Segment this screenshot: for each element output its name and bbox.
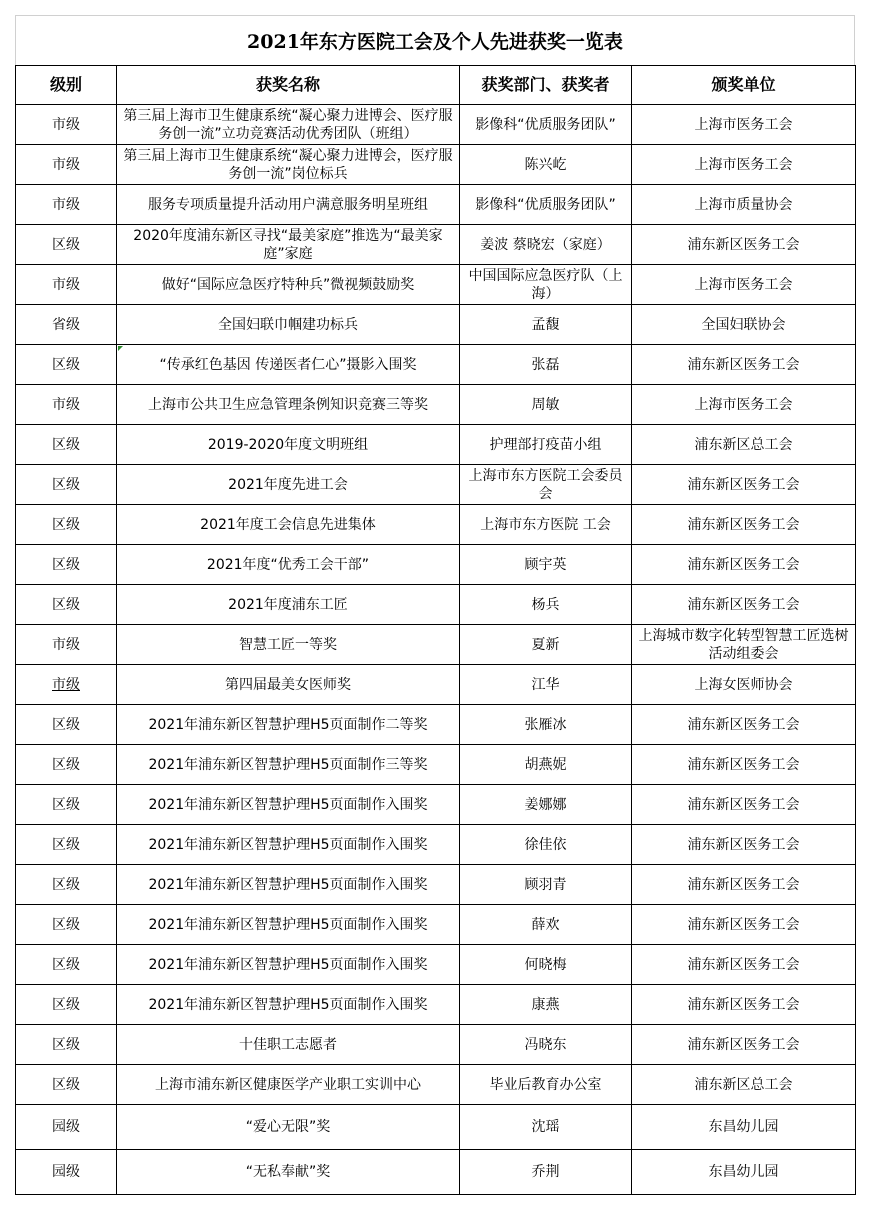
cell-winner: 乔荆 bbox=[460, 1150, 632, 1195]
cell-issuer: 上海市质量协会 bbox=[632, 185, 856, 225]
cell-award-name: 2021年浦东新区智慧护理H5页面制作入围奖 bbox=[117, 785, 460, 825]
table-row bbox=[16, 585, 856, 625]
table-row bbox=[16, 185, 856, 225]
cell-level bbox=[16, 825, 117, 865]
cell-winner: 姜娜娜 bbox=[460, 785, 632, 825]
cell-issuer: 浦东新区医务工会 bbox=[632, 985, 856, 1025]
level-text: 市级 bbox=[52, 196, 80, 213]
cell-winner: 周敏 bbox=[460, 385, 632, 425]
cell-issuer: 浦东新区医务工会 bbox=[632, 745, 856, 785]
cell-level bbox=[16, 265, 117, 305]
header-award-name: 获奖名称 bbox=[117, 66, 460, 105]
table-row bbox=[16, 345, 856, 385]
cell-winner: 护理部打疫苗小组 bbox=[460, 425, 632, 465]
cell-issuer: 浦东新区医务工会 bbox=[632, 825, 856, 865]
table-row bbox=[16, 385, 856, 425]
cell-award-name: 2021年度浦东工匠 bbox=[117, 585, 460, 625]
cell-winner: 何晓梅 bbox=[460, 945, 632, 985]
table-row bbox=[16, 745, 856, 785]
cell-award-name: “爱心无限”奖 bbox=[117, 1105, 460, 1150]
level-text: 区级 bbox=[52, 476, 80, 493]
cell-award-name: 2021年度工会信息先进集体 bbox=[117, 505, 460, 545]
cell-issuer: 浦东新区医务工会 bbox=[632, 225, 856, 265]
cell-level bbox=[16, 1105, 117, 1150]
level-text: 区级 bbox=[52, 1036, 80, 1053]
cell-issuer: 浦东新区医务工会 bbox=[632, 1025, 856, 1065]
cell-award-name: “传承红色基因 传递医者仁心”摄影入围奖 bbox=[117, 345, 460, 385]
table-row bbox=[16, 545, 856, 585]
level-text: 区级 bbox=[52, 876, 80, 893]
cell-winner: 顾羽青 bbox=[460, 865, 632, 905]
cell-award-name: 服务专项质量提升活动用户满意服务明星班组 bbox=[117, 185, 460, 225]
cell-winner: 杨兵 bbox=[460, 585, 632, 625]
level-text: 区级 bbox=[52, 756, 80, 773]
cell-award-name: 2021年度“优秀工会干部” bbox=[117, 545, 460, 585]
cell-award-name: 全国妇联巾帼建功标兵 bbox=[117, 305, 460, 345]
table-row bbox=[16, 1105, 856, 1150]
cell-award-name: 十佳职工志愿者 bbox=[117, 1025, 460, 1065]
cell-level bbox=[16, 865, 117, 905]
level-text: 区级 bbox=[52, 236, 80, 253]
table-row bbox=[16, 505, 856, 545]
level-text: 市级 bbox=[52, 396, 80, 413]
cell-level bbox=[16, 465, 117, 505]
table-row bbox=[16, 145, 856, 185]
level-text: 市级 bbox=[52, 636, 80, 653]
level-text: 园级 bbox=[52, 1119, 80, 1135]
cell-winner: 冯晓东 bbox=[460, 1025, 632, 1065]
cell-issuer: 浦东新区医务工会 bbox=[632, 865, 856, 905]
cell-level bbox=[16, 1025, 117, 1065]
cell-winner: 夏新 bbox=[460, 625, 632, 665]
cell-issuer: 浦东新区医务工会 bbox=[632, 585, 856, 625]
table-body bbox=[16, 105, 856, 1195]
level-text: 区级 bbox=[52, 356, 80, 373]
cell-award-name: 2021年浦东新区智慧护理H5页面制作入围奖 bbox=[117, 985, 460, 1025]
cell-issuer: 浦东新区医务工会 bbox=[632, 905, 856, 945]
cell-award-name: 2021年度先进工会 bbox=[117, 465, 460, 505]
cell-award-name: 2021年浦东新区智慧护理H5页面制作三等奖 bbox=[117, 745, 460, 785]
cell-issuer: 浦东新区医务工会 bbox=[632, 465, 856, 505]
table-row bbox=[16, 705, 856, 745]
cell-issuer: 浦东新区医务工会 bbox=[632, 705, 856, 745]
level-text: 市级 bbox=[52, 276, 80, 293]
table-row bbox=[16, 985, 856, 1025]
table-row bbox=[16, 945, 856, 985]
cell-level bbox=[16, 785, 117, 825]
table-row bbox=[16, 785, 856, 825]
cell-winner: 中国国际应急医疗队（上海） bbox=[460, 265, 632, 305]
cell-issuer: 浦东新区总工会 bbox=[632, 1065, 856, 1105]
page-title: 2021年东方医院工会及个人先进获奖一览表 bbox=[247, 31, 623, 53]
cell-winner: 胡燕妮 bbox=[460, 745, 632, 785]
cell-award-name: 2021年浦东新区智慧护理H5页面制作入围奖 bbox=[117, 905, 460, 945]
header-level: 级别 bbox=[16, 66, 117, 105]
cell-winner: 上海市东方医院 工会 bbox=[460, 505, 632, 545]
cell-award-name: 第三届上海市卫生健康系统“凝心聚力进博会，医疗服务创一流”岗位标兵 bbox=[117, 145, 460, 185]
cell-award-name: 2021年浦东新区智慧护理H5页面制作入围奖 bbox=[117, 945, 460, 985]
cell-issuer: 上海市医务工会 bbox=[632, 105, 856, 145]
cell-winner: 张磊 bbox=[460, 345, 632, 385]
cell-level bbox=[16, 585, 117, 625]
cell-level bbox=[16, 1065, 117, 1105]
table-row bbox=[16, 225, 856, 265]
cell-issuer: 浦东新区总工会 bbox=[632, 425, 856, 465]
cell-level bbox=[16, 185, 117, 225]
level-text: 区级 bbox=[52, 436, 80, 453]
cell-level bbox=[16, 385, 117, 425]
cell-level bbox=[16, 665, 117, 705]
level-text: 区级 bbox=[52, 556, 80, 573]
table-row bbox=[16, 665, 856, 705]
level-text: 区级 bbox=[52, 1076, 80, 1093]
cell-level bbox=[16, 745, 117, 785]
cell-winner: 薛欢 bbox=[460, 905, 632, 945]
table-row bbox=[16, 1025, 856, 1065]
cell-level bbox=[16, 705, 117, 745]
cell-winner: 江华 bbox=[460, 665, 632, 705]
cell-level bbox=[16, 345, 117, 385]
cell-level bbox=[16, 625, 117, 665]
level-text: 市级 bbox=[52, 156, 80, 173]
cell-award-name: 智慧工匠一等奖 bbox=[117, 625, 460, 665]
cell-award-name: 2021年浦东新区智慧护理H5页面制作入围奖 bbox=[117, 825, 460, 865]
header-winner: 获奖部门、获奖者 bbox=[460, 66, 632, 105]
cell-award-name: 第四届最美女医师奖 bbox=[117, 665, 460, 705]
cell-winner: 姜波 蔡晓宏（家庭） bbox=[460, 225, 632, 265]
cell-level bbox=[16, 505, 117, 545]
cell-award-name: “无私奉献”奖 bbox=[117, 1150, 460, 1195]
table-row bbox=[16, 305, 856, 345]
cell-level bbox=[16, 105, 117, 145]
table-header-row bbox=[16, 66, 856, 105]
cell-issuer: 浦东新区医务工会 bbox=[632, 345, 856, 385]
awards-table bbox=[15, 65, 856, 1195]
cell-award-name: 2020年度浦东新区寻找“最美家庭”推选为“最美家庭”家庭 bbox=[117, 225, 460, 265]
cell-award-name: 上海市公共卫生应急管理条例知识竞赛三等奖 bbox=[117, 385, 460, 425]
table-row bbox=[16, 105, 856, 145]
page-title-row bbox=[15, 15, 855, 65]
table-row bbox=[16, 425, 856, 465]
cell-issuer: 上海市医务工会 bbox=[632, 265, 856, 305]
cell-award-name: 上海市浦东新区健康医学产业职工实训中心 bbox=[117, 1065, 460, 1105]
table-row bbox=[16, 625, 856, 665]
cell-issuer: 上海女医师协会 bbox=[632, 665, 856, 705]
cell-award-name: 2019-2020年度文明班组 bbox=[117, 425, 460, 465]
cell-winner: 张雁冰 bbox=[460, 705, 632, 745]
table-row bbox=[16, 465, 856, 505]
level-text: 市级 bbox=[52, 676, 80, 693]
cell-issuer: 上海市医务工会 bbox=[632, 385, 856, 425]
cell-winner: 陈兴屹 bbox=[460, 145, 632, 185]
cell-level bbox=[16, 1150, 117, 1195]
cell-award-name: 第三届上海市卫生健康系统“凝心聚力进博会、医疗服务创一流”立功竞赛活动优秀团队（班组） bbox=[117, 105, 460, 145]
cell-winner: 上海市东方医院工会委员会 bbox=[460, 465, 632, 505]
cell-level bbox=[16, 905, 117, 945]
level-text: 区级 bbox=[52, 796, 80, 813]
level-text: 省级 bbox=[52, 316, 80, 333]
cell-issuer: 上海城市数字化转型智慧工匠选树活动组委会 bbox=[632, 625, 856, 665]
cell-issuer: 全国妇联协会 bbox=[632, 305, 856, 345]
cell-award-name: 做好“国际应急医疗特种兵”微视频鼓励奖 bbox=[117, 265, 460, 305]
level-text: 区级 bbox=[52, 516, 80, 533]
level-text: 园级 bbox=[52, 1164, 80, 1180]
cell-award-name: 2021年浦东新区智慧护理H5页面制作入围奖 bbox=[117, 865, 460, 905]
cell-level bbox=[16, 425, 117, 465]
cell-level bbox=[16, 545, 117, 585]
cell-issuer: 浦东新区医务工会 bbox=[632, 785, 856, 825]
cell-award-name: 2021年浦东新区智慧护理H5页面制作二等奖 bbox=[117, 705, 460, 745]
level-text: 区级 bbox=[52, 996, 80, 1013]
cell-level bbox=[16, 145, 117, 185]
cell-comment-marker bbox=[118, 346, 123, 351]
level-text: 区级 bbox=[52, 916, 80, 933]
level-text: 区级 bbox=[52, 836, 80, 853]
cell-level bbox=[16, 225, 117, 265]
table-row bbox=[16, 265, 856, 305]
table-row bbox=[16, 825, 856, 865]
cell-winner: 沈瑶 bbox=[460, 1105, 632, 1150]
level-text: 区级 bbox=[52, 596, 80, 613]
cell-issuer: 浦东新区医务工会 bbox=[632, 505, 856, 545]
cell-winner: 康燕 bbox=[460, 985, 632, 1025]
cell-level bbox=[16, 985, 117, 1025]
cell-level bbox=[16, 305, 117, 345]
header-issuer: 颁奖单位 bbox=[632, 66, 856, 105]
table-row bbox=[16, 905, 856, 945]
table-row bbox=[16, 1065, 856, 1105]
table-row bbox=[16, 865, 856, 905]
cell-winner: 徐佳依 bbox=[460, 825, 632, 865]
cell-level bbox=[16, 945, 117, 985]
table-row bbox=[16, 1150, 856, 1195]
level-text: 区级 bbox=[52, 716, 80, 733]
cell-winner: 影像科“优质服务团队” bbox=[460, 185, 632, 225]
cell-winner: 影像科“优质服务团队” bbox=[460, 105, 632, 145]
cell-winner: 孟馥 bbox=[460, 305, 632, 345]
cell-issuer: 东昌幼儿园 bbox=[632, 1150, 856, 1195]
cell-issuer: 上海市医务工会 bbox=[632, 145, 856, 185]
level-text: 市级 bbox=[52, 116, 80, 133]
cell-issuer: 东昌幼儿园 bbox=[632, 1105, 856, 1150]
cell-issuer: 浦东新区医务工会 bbox=[632, 545, 856, 585]
cell-issuer: 浦东新区医务工会 bbox=[632, 945, 856, 985]
level-text: 区级 bbox=[52, 956, 80, 973]
cell-winner: 毕业后教育办公室 bbox=[460, 1065, 632, 1105]
cell-winner: 顾宇英 bbox=[460, 545, 632, 585]
